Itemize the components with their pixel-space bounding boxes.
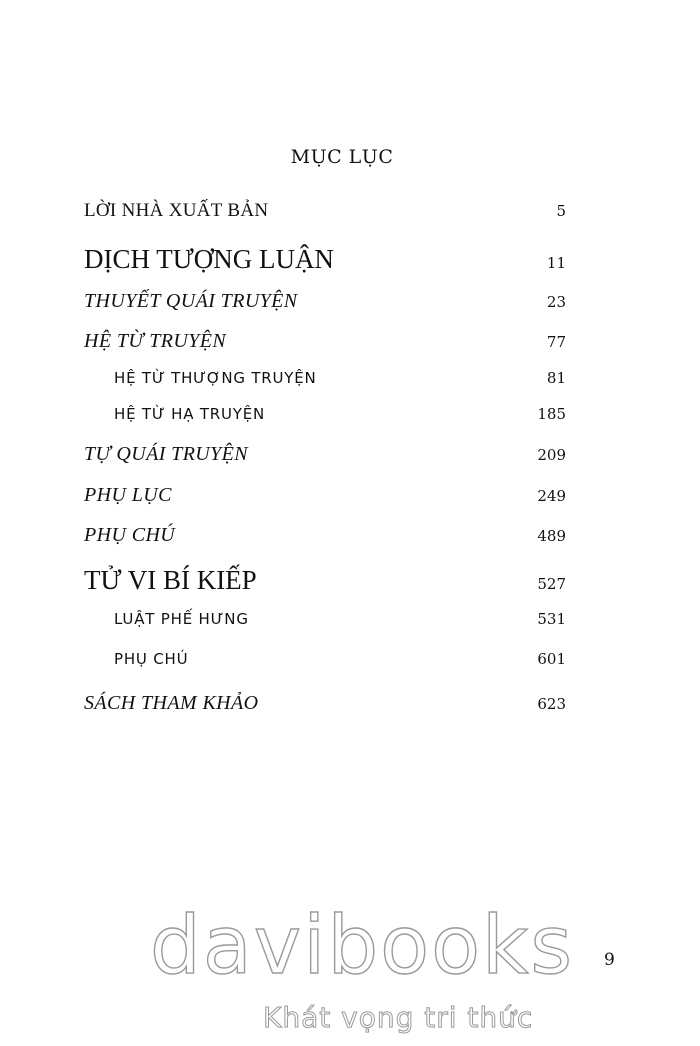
toc-entry-page: 249	[537, 487, 566, 505]
toc-entry-title: PHỤ CHÚ	[84, 524, 176, 546]
toc-entry-page: 489	[537, 527, 566, 545]
toc-entry-phu-chu	[84, 524, 566, 547]
toc-entry-phu-chu-sub	[114, 650, 566, 668]
page-number: 9	[604, 950, 615, 970]
toc-entry-title: DỊCH TƯỢNG LUẬN	[84, 244, 334, 274]
toc-entry-loi-nha-xuat-ban	[84, 200, 566, 222]
toc-entry-title: LỜI NHÀ XUẤT BẢN	[84, 200, 269, 221]
toc-entry-page: 81	[546, 369, 566, 387]
toc-entry-page: 601	[537, 650, 566, 668]
watermark-tagline: Khát vọng tri thức	[263, 1001, 534, 1034]
toc-entry-page: 623	[537, 695, 566, 713]
toc-entry-luat-phe-hung	[114, 610, 566, 628]
toc-entry-sach-tham-khao	[84, 692, 566, 715]
toc-entry-page: 209	[537, 446, 566, 464]
toc-entry-title: THUYẾT QUÁI TRUYỆN	[84, 290, 298, 312]
toc-entry-title: TỬ VI BÍ KIẾP	[84, 565, 257, 595]
toc-entry-he-tu-thuong-truyen	[114, 369, 566, 387]
toc-entry-dich-tuong-luan	[84, 244, 566, 275]
toc-entry-page: 185	[537, 405, 566, 423]
toc-entry-tu-vi-bi-kiep	[84, 565, 566, 596]
watermark-brand: davibooks	[150, 899, 575, 992]
toc-entry-thuyet-quai-truyen	[84, 290, 566, 313]
toc-entry-page: 23	[546, 293, 566, 311]
toc-entry-title: LUẬT PHẾ HƯNG	[114, 610, 249, 628]
toc-entry-title: TỰ QUÁI TRUYỆN	[84, 443, 249, 465]
toc-entry-title: HỆ TỪ HẠ TRUYỆN	[114, 405, 266, 423]
toc-entry-page: 531	[537, 610, 566, 628]
toc-entry-title: HỆ TỪ THƯỢNG TRUYỆN	[114, 369, 317, 387]
toc-entry-phu-luc	[84, 484, 566, 507]
toc-entry-title: PHỤ CHÚ	[114, 650, 189, 668]
toc-entry-page: 5	[556, 202, 566, 220]
toc-entry-he-tu-truyen	[84, 330, 566, 353]
toc-entry-title: SÁCH THAM KHẢO	[84, 692, 259, 714]
page-title: MỤC LỤC	[290, 146, 394, 168]
toc-entry-title: HỆ TỪ TRUYỆN	[84, 330, 227, 352]
toc-entry-he-tu-ha-truyen	[114, 405, 566, 423]
toc-entry-tu-quai-truyen	[84, 443, 566, 466]
toc-entry-page: 11	[546, 254, 566, 272]
toc-entry-title: PHỤ LỤC	[84, 484, 172, 506]
toc-entry-page: 77	[546, 333, 566, 351]
toc-entry-page: 527	[537, 575, 566, 593]
